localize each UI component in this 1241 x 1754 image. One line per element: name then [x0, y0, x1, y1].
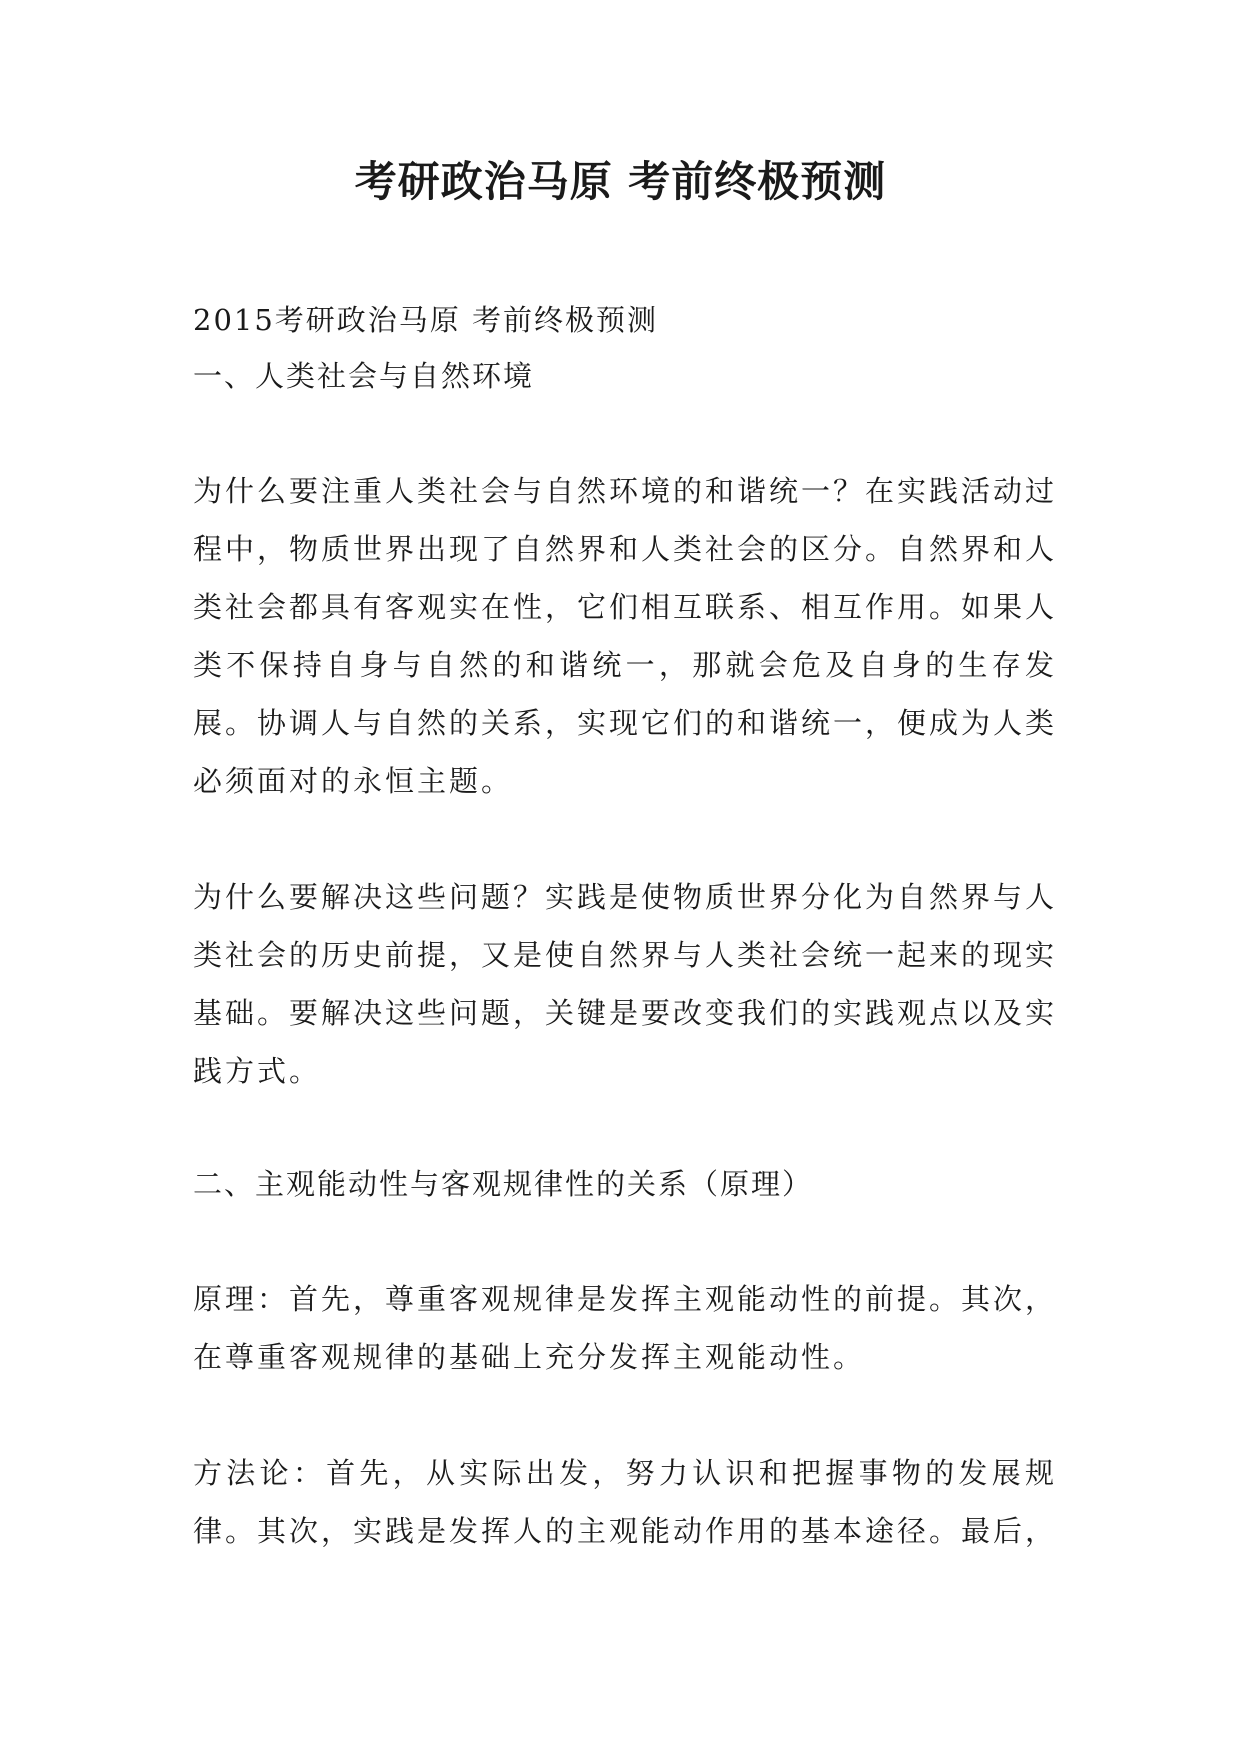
paragraph-1: 为什么要注重人类社会与自然环境的和谐统一？在实践活动过程中，物质世界出现了自然界和人类社会的区分。自然界和人类社会都具有客观实在性，它们相互联系、相互作用。如果人类不保持自身与自然的和谐统一，那就会危及自身的生存发展。协调人与自然的关系，实现它们的和谐统一，便成为人类必须面对的永恒主题。: [193, 474, 1058, 798]
paragraph-4: 方法论：首先，从实际出发，努力认识和把握事物的发展规律。其次，实践是发挥人的主观能动作用的基本途径。最后，: [193, 1456, 1058, 1548]
paragraph-2: 为什么要解决这些问题？实践是使物质世界分化为自然界与人类社会的历史前提，又是使自然界与人类社会统一起来的现实基础。要解决这些问题，关键是要改变我们的实践观点以及实践方式。: [193, 880, 1058, 1088]
document-subtitle: 2015考研政治马原 考前终极预测: [193, 303, 659, 337]
paragraph-3: 原理：首先，尊重客观规律是发挥主观能动性的前提。其次，在尊重客观规律的基础上充分发挥主观能动性。: [193, 1282, 1058, 1374]
document-title: 考研政治马原 考前终极预测: [354, 157, 887, 206]
document-body: [193, 292, 1057, 1560]
section-heading-1: 一、人类社会与自然环境: [193, 359, 535, 393]
section-heading-2: 二、主观能动性与客观规律性的关系（原理）: [193, 1167, 814, 1201]
